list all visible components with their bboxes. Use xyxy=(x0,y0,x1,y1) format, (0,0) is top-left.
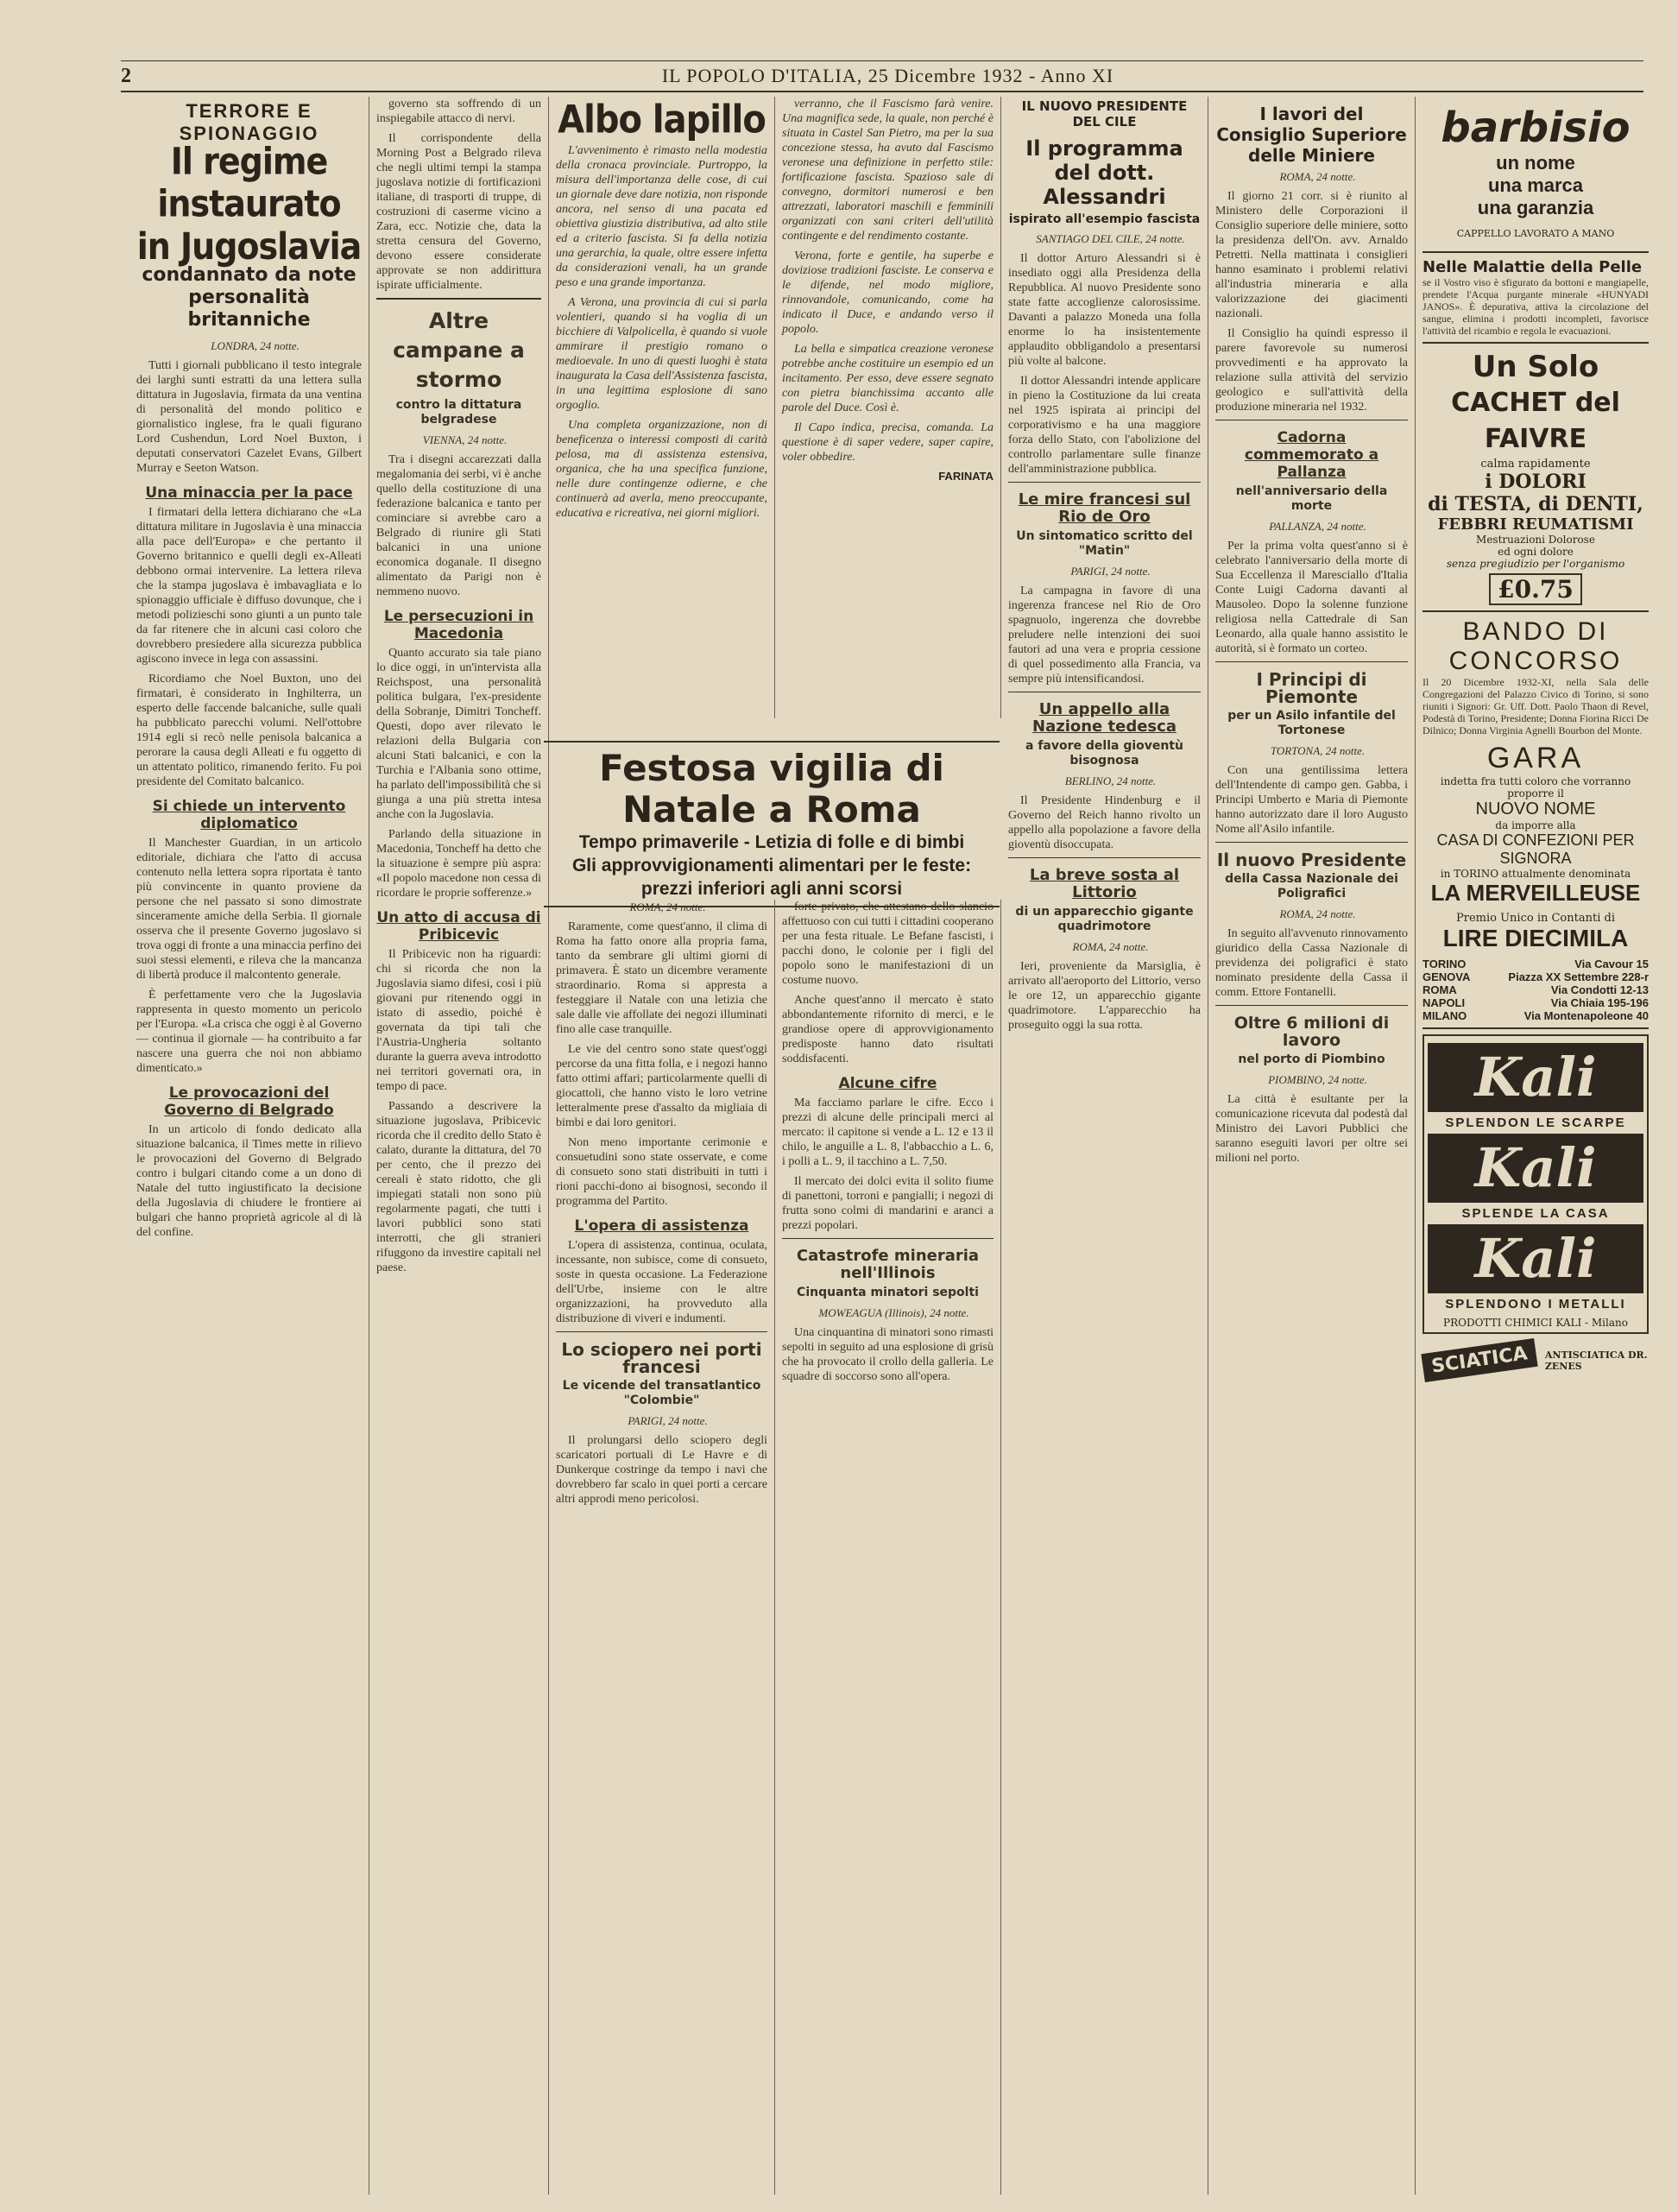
kicker-cile: IL NUOVO PRESIDENTE DEL CILE xyxy=(1021,98,1188,130)
ad-text: FEBBRI REUMATISMI xyxy=(1437,515,1634,534)
city-name: ROMA xyxy=(1423,983,1457,996)
dateline-pallanza: PALLANZA, 24 notte. xyxy=(1269,520,1366,533)
subhead-jugoslavia: condannato da note personalità britanniche xyxy=(142,264,356,331)
section-subheading: Le vicende del transatlantico "Colombie" xyxy=(562,1379,761,1407)
ad-text: Premio Unico in Contanti di xyxy=(1456,912,1615,925)
banner-natale xyxy=(544,736,1000,913)
sciatica-logo: SCIATICA xyxy=(1421,1338,1537,1382)
city-row xyxy=(1423,983,1649,996)
kali-logo: Kali xyxy=(1428,1043,1643,1112)
paragraph: Con una gentilissima lettera dell'Intendente di campo gen. Gabba, i Principi Umberto e Maria di Piemonte hanno autorizzato dare il loro Augusto Nome all'Asilo infantile. xyxy=(1215,764,1408,836)
dateline-tortona: TORTONA, 24 notte. xyxy=(1270,744,1366,757)
ad-text: SPLENDE LA CASA xyxy=(1461,1206,1610,1221)
paragraph: Tutti i giornali pubblicano il testo integrale dei larghi sunti estratti da una lettera sulla dittatura in Jugoslavia, firmata da una ventina di personalità del mondo politico e giornalistico inglese, fra le quali figurano Lord Cushendun, Lord Noel Buxton, i deputati conservatori Cazelet Evans, Gilbert Murray e Seeton Watson. xyxy=(136,359,362,475)
ad-concorso xyxy=(1423,617,1649,1022)
ad-text: BANDO DI CONCORSO xyxy=(1448,617,1623,675)
section-heading: Una minaccia per la pace xyxy=(145,484,353,502)
page-number: 2 xyxy=(121,64,132,87)
paragraph: Verona, forte e gentile, ha superbe e doviziose tradizioni fasciste. Le conserva e le difende, nel modo migliore, rinnovandole, comunicando, come ha indicato il Duce, e andando verso il popolo. xyxy=(782,250,994,336)
paragraph: Il Manchester Guardian, in un articolo editoriale, dichiara che l'atto di accusa contenuto nella lettera sopra riportata è tanto più convincente in quanto proviene da persone che nel passato si sono dimostrate sinceramente amiche della Serbia. Il giornale osserva che il presente Governo jugoslavo si trova oggi di fronte a una minaccia perfino dei suoi stessi elementi, e rileva che la mancanza di libertà produce il malcontento generale. xyxy=(136,837,362,982)
paragraph: Il corrispondente della Morning Post a Belgrado rileva che negli ultimi tempi la stampa jugoslava notizie di fortificazioni italiane, di trasporti di truppe, di costruzioni di caserme vicino a Zara, ecc. Notizie che, data la stretta censura del Governo, devono essere considerate approvate se non addirittura ispirate ufficialmente. xyxy=(376,132,541,292)
section-subheading: Cinquanta minatori sepolti xyxy=(797,1286,979,1299)
paragraph: Tra i disegni accarezzati dalla megalomania dei serbi, vi è anche quello della costituzione di una federazione balcanica e tanto per cominciare si avrebbe caro a Belgrado di riunire gli Stati balcanici in una unione economica doganale. Il disegno alimentato da Parigi non è nemmeno nuovo. xyxy=(376,453,541,598)
section-heading: Le persecuzioni in Macedonia xyxy=(383,608,534,642)
paragraph: L'avvenimento è rimasto nella modestia della cronaca provinciale. Purtroppo, la misura dell'importanza delle cose, di cui un giornale deve dare notizia, non risponde ancora, nel senso di una pacata ed obiettiva giustizia distributiva, ad alto stile ed a criterio fascista. Si fa della notizia una gerarchia, la quale, oltre essere infetta da considerazioni venali, ha un grande peso e una grande importanza. xyxy=(556,144,767,289)
section-subheading: nel porto di Piombino xyxy=(1238,1052,1385,1066)
paragraph: È perfettamente vero che la Jugoslavia rappresenta in questo momento un pericolo per l'Europa. «La crisca che oggi è al Governo — continua il giornale — ha contribuito a far nascere una guerra che noi non abbiamo dimenticato.» xyxy=(136,989,362,1075)
paragraph: Le vie del centro sono state quest'oggi percorse da una fitta folla, e i negozi hanno fatto ottimi affari; particolarmente quelli di giocattoli, che hanno visto le loro vetrine letteralmente prese d'assalto da migliaia di bimbi e dai loro genitori. xyxy=(556,1043,767,1129)
section-heading: Le provocazioni del Governo di Belgrado xyxy=(164,1084,334,1119)
dateline-londra: LONDRA, 24 notte. xyxy=(211,339,300,352)
section-heading: L'opera di assistenza xyxy=(574,1217,749,1235)
ad-text: di TESTA, di DENTI, xyxy=(1428,493,1643,515)
section-heading: Alcune cifre xyxy=(838,1075,937,1092)
paragraph: In seguito all'avvenuto rinnovamento giuridico della Cassa Nazionale di previdenza dei poligrafici è stato nominato presidente della Cassa il comm. Ettore Fontanelli. xyxy=(1215,927,1408,999)
ad-text: Un Solo xyxy=(1472,350,1599,384)
paragraph: A Verona, una provincia di cui si parla volentieri, quando si ha voglia di un bicchiere di Valpolicella, è quando si vuole ammirare il prestigio romano o medioevale. In uno di questi luoghi è stata inaugurata la Casa dell'Assistenza fascista, in una legittima esplosione di sano orgoglio. xyxy=(556,296,767,412)
city-row xyxy=(1423,1009,1649,1022)
section-subheading: della Cassa Nazionale dei Poligrafici xyxy=(1225,872,1398,901)
paragraph: Il Presidente Hindenburg e il Governo del Reich hanno rivolto un appello alla popolazione a favore della gioventù disoccupata. xyxy=(1008,794,1201,851)
headline-jugoslavia: Il regime instaurato in Jugoslavia xyxy=(136,140,362,268)
ad-text: CACHET del FAIVRE xyxy=(1451,388,1620,454)
ad-text: Mestruazioni Dolorose xyxy=(1476,534,1595,546)
ad-pelle-title: Nelle Malattie della Pelle xyxy=(1423,258,1643,276)
paragraph: Ieri, proveniente da Marsiglia, è arrivato all'aeroporto del Littorio, verso le ore 12, un apparecchio gigante quadrimotore. L'apparecchio ha proseguito oggi la sua rotta. xyxy=(1008,960,1201,1032)
dateline-roma: ROMA, 24 notte. xyxy=(629,901,706,913)
section-heading: Catastrofe mineraria nell'Illinois xyxy=(796,1247,980,1282)
ad-text: LIRE DIECIMILA xyxy=(1442,925,1629,951)
section-heading: Un atto di accusa di Pribicevic xyxy=(376,909,541,944)
paragraph: Una cinquantina di minatori sono rimasti sepolti in seguito ad una esplosione di grisù che ha provocato il crollo della galleria. Le squadre di soccorso sono all'opera. xyxy=(782,1326,994,1383)
ad-cachet xyxy=(1423,349,1649,605)
headline-miniere: I lavori del Consiglio Superiore delle Miniere xyxy=(1216,104,1407,166)
paragraph: Passando a descrivere la situazione jugoslava, Pribicevic ricorda che il credito dello Stato è calato, durante la dittatura, del 70 per cento, che il prezzo dei cereali è stato ridotto, che gli impiegati statali non sono più regolarmente pagati, che tutti i lavori pubblici sono stati interrotti, che gli stranieri rifuggono da investire capitali nel paese. xyxy=(376,1100,541,1274)
city-address: Via Montenapoleone 40 xyxy=(1523,1009,1649,1022)
ad-text: CAPPELLO LAVORATO A MANO xyxy=(1456,228,1615,239)
section-subheading: Un sintomatico scritto del "Matin" xyxy=(1016,529,1193,558)
headline-natale: Festosa vigilia di Natale a Roma xyxy=(599,747,944,831)
column-3 xyxy=(549,97,775,718)
ad-text: un nome xyxy=(1496,152,1575,174)
ad-text: CASA DI CONFEZIONI PER SIGNORA xyxy=(1436,831,1635,867)
ad-text: indetta fra tutti coloro che vorranno proporre il xyxy=(1440,775,1631,799)
paragraph: Non meno importante cerimonie e consuetudini sono state osservate, e come di consueto sono stati distribuiti in tutti i rioni pacchi-dono ai bisognosi, secondo il programma del Partito. xyxy=(556,1136,767,1208)
column-1 xyxy=(129,97,369,2195)
subhead-campane: contro la dittatura belgradese xyxy=(395,398,522,427)
ad-text: SPLENDON LE SCARPE xyxy=(1445,1115,1626,1130)
city-name: MILANO xyxy=(1423,1009,1467,1022)
headline-alessandri: Il programma del dott. Alessandri xyxy=(1025,136,1183,209)
dateline-parigi: PARIGI, 24 notte. xyxy=(628,1414,708,1427)
paragraph: Il Pribicevic non ha riguardi: chi si ricorda che non la Jugoslavia siamo difesi, così i più giovani pur ritenendo oggi in istato di assedio, poiché è governata da tipi tali che l'Austria-Ungheria soltanto durante la guerra aveva introdotto nei territori governati ora, in tempo di pace. xyxy=(376,948,541,1093)
deck-line: Tempo primaverile - Letizia di folle e di bimbi xyxy=(578,832,965,852)
ad-text: i DOLORI xyxy=(1485,471,1587,493)
ad-text: senza pregiudizio per l'organismo xyxy=(1446,558,1625,570)
section-heading: Lo sciopero nei porti francesi xyxy=(561,1339,762,1377)
section-heading: Le mire francesi sul Rio de Oro xyxy=(1018,490,1191,526)
paragraph: verranno, che il Fascismo farà venire. Una magnifica sede, la quale, non perché è situata in Castel San Pietro, ma per la sua concezione stessa, ha avuto dal Fascismo veronese una definizione in perfetto stile: fortificazione fascista. Spazioso sale di convegno, dormitori numerosi e ben attrezzati, laboratori maschili e femminili organizzati con sani criteri dell'utilità contingente e del rendimento costante. xyxy=(782,98,994,243)
paragraph: Una completa organizzazione, non di beneficenza o interessi composti di carità pelosa, ma di assistenza estensiva, organica, che ha una specifica funzione, nelle dure contingenze odierne, e che continuerà ad averla, meno preoccupante, educativa e ricreativa, nei giorni migliori. xyxy=(556,419,767,520)
barbisio-logo: barbisio xyxy=(1441,104,1631,152)
ad-sciatica xyxy=(1423,1343,1649,1378)
dateline-berlino: BERLINO, 24 notte. xyxy=(1064,774,1157,787)
city-name: TORINO xyxy=(1423,957,1467,970)
dateline-parigi: PARIGI, 24 notte. xyxy=(1070,565,1151,578)
column-ads xyxy=(1416,97,1656,2195)
dateline-moweagua: MOWEAGUA (Illinois), 24 notte. xyxy=(818,1306,969,1319)
city-name: GENOVA xyxy=(1423,970,1471,983)
ad-text: ANTISCIATICA DR. ZENES xyxy=(1544,1349,1648,1372)
paragraph: La bella e simpatica creazione veronese potrebbe anche costituire un esempio ed un incitamento. Per esso, deve essere segnato con pietra bianchissima accanto alle parole del Duce. Così è. xyxy=(782,343,994,414)
section-subheading: di un apparecchio gigante quadrimotore xyxy=(1015,905,1194,933)
paragraph: Il giorno 21 corr. si è riunito al Ministero delle Corporazioni il Consiglio superiore delle miniere, sotto la presidenza dell'On. avv. Arnaldo Petretti. Nella mattinata i consiglieri hanno esaminato i problemi relativi all'industria mineraria e alla valorizzazione dei giacimenti nazionali. xyxy=(1215,190,1408,320)
city-row xyxy=(1423,957,1649,970)
paragraph: Per la prima volta quest'anno si è celebrato l'anniversario della morte di Sua Eccellenza il Maresciallo d'Italia Conte Luigi Cadorna davanti al Mausoleo. Dopo la solenne funzione religiosa nella Cattedrale di San Leonardo, alla quale hanno assistito le autorità, si è formato un corteo. xyxy=(1215,540,1408,655)
paragraph: Parlando della situazione in Macedonia, Toncheff ha detto che la situazione è sempre più aspra: «Il popolo macedone non cessa di ricordare le proprie sofferenze.» xyxy=(376,828,541,900)
city-address: Via Cavour 15 xyxy=(1574,957,1649,970)
city-row xyxy=(1423,996,1649,1009)
column-6 xyxy=(1208,97,1416,2195)
paragraph: L'opera di assistenza, continua, oculata, incessante, non subisce, come di consueto, soste in questa occasione. La Federazione dell'Urbe, insieme con le altre organizzazioni, ha provveduto alla distribuzione di viveri e indumenti. xyxy=(556,1239,767,1325)
paragraph: In un articolo di fondo dedicato alla situazione balcanica, il Times mette in rilievo le provocazioni del Governo di Belgrado contro i bulgari citando come a un dono di Natale del tutto ingiustificato la decisione della Jugoslavia di chiudere le frontiere ai bulgari che hanno proprietà agricole al di là del confine. xyxy=(136,1123,362,1239)
paragraph: Il mercato dei dolci evita il solito fiume di panettoni, torroni e pangialli; i negozi di frutta sono colmi di mandarini e aranci a prezzi popolari. xyxy=(782,1175,994,1232)
paragraph: Ricordiamo che Noel Buxton, uno dei firmatari, è considerato in Inghilterra, un esperto delle faccende balcaniche, sulle quali ha pubblicato parecchi volumi. Nell'ottobre 1914 egli si recò nelle penisola balcanica a perorare la causa degli Alleati e fu oggetto di un attentato politico, rimanendo ferito. Fu poi presidente del Comitato balcanico. xyxy=(136,673,362,788)
paragraph: Quanto accurato sia tale piano lo dice oggi, in un'intervista alla Reichspost, una personalità politica bulgara, l'ex-presidente della Sobranje, Dimitri Toncheff. Questi, dopo aver rilevato le relazioni della Bulgaria con alcuni Stati balcanici, e con la Turchia e l'Albania sono ottime, ha parlato dell'impossibilità che si giunga a una più stretta intesa anche con la Jugoslavia. xyxy=(376,647,541,821)
paragraph: I firmatari della lettera dichiarano che «La dittatura militare in Jugoslavia è una minaccia alla pace dell'Europa» e che pertanto il Governo britannico e quelli degli ex-Alleati debbono ormai intervenire. La lettera rileva che la stampa jugoslava è imbavagliata e lo spionaggio ufficiale è diffuso dovunque, che i metodi polizieschi sono giunti a un punto tale da far ritenere che in alcuni casi coloro che dovrebbero presiedere alla sicurezza pubblica agiscono invece in lega con assassini. xyxy=(136,506,362,666)
ad-text: ed ogni dolore xyxy=(1498,546,1574,558)
section-heading: Un appello alla Nazione tedesca xyxy=(1032,700,1176,736)
dateline-roma: ROMA, 24 notte. xyxy=(1279,907,1356,920)
dateline-roma: ROMA, 24 notte. xyxy=(1279,170,1356,183)
column-5 xyxy=(1001,97,1208,2195)
dateline-santiago: SANTIAGO DEL CILE, 24 notte. xyxy=(1036,232,1185,245)
deck-line: Gli approvvigionamenti alimentari per le feste: xyxy=(571,856,972,875)
signature: FARINATA xyxy=(938,470,994,483)
ad-text: PRODOTTI CHIMICI KALI - Milano xyxy=(1443,1317,1628,1329)
ad-kali xyxy=(1423,1034,1649,1334)
city-name: NAPOLI xyxy=(1423,996,1466,1009)
paragraph: Il dottor Alessandri intende applicare in pieno la Costituzione da lui creata nel 1925 ispirata ai principi del corporativismo e ha una maggiore forza dello Stato, con l'abolizione del controllo parlamentare sulle finanze dell'amministrazione pubblica. xyxy=(1008,375,1201,476)
paragraph: Anche quest'anno il mercato è stato abbondantemente rifornito di merci, e le grandiose opere di approvvigionamento predisposte hanno dato risultati soddisfacenti. xyxy=(782,994,994,1065)
ad-text: NUOVO NOME xyxy=(1475,799,1596,818)
paragraph: Il Capo indica, precisa, comanda. La questione è di saper vedere, saper capire, voler obbedire. xyxy=(782,421,994,464)
paragraph: Il prolungarsi dello sciopero degli scaricatori portuali di Le Havre e di Dunkerque costringe da tempo i navi che dovrebbero far scalo in quei porti a cercare altri approdi meno pericolosi. xyxy=(556,1434,767,1506)
kali-logo: Kali xyxy=(1428,1224,1643,1293)
headline-albo-lapillo: Albo lapillo xyxy=(558,98,766,142)
masthead-title: IL POPOLO D'ITALIA, 25 Dicembre 1932 - Anno XI xyxy=(661,65,1114,86)
subhead-alessandri: ispirato all'esempio fascista xyxy=(1008,212,1201,226)
ad-text: in TORINO attualmente denominata xyxy=(1440,868,1631,880)
section-heading: Cadorna commemorato a Pallanza xyxy=(1244,429,1379,481)
paragraph: governo sta soffrendo di un inspiegabile attacco di nervi. xyxy=(376,98,541,125)
column-2 xyxy=(369,97,549,2195)
paragraph: Il dottor Arturo Alessandri si è insediato oggi alla Presidenza della Repubblica. Al nuovo Presidente sono state fatte accoglienze calorosissime. Davanti a palazzo Moneda una folla enorme lo ha insistentemente applaudito obbligandolo a presentarsi più volte al balcone. xyxy=(1008,252,1201,368)
ad-city-list xyxy=(1423,957,1649,1022)
section-heading: Oltre 6 milioni di lavoro xyxy=(1233,1014,1390,1050)
column-4-lower xyxy=(775,900,1001,2195)
section-heading: I Principi di Piemonte xyxy=(1256,669,1367,707)
headline-campane: Altre campane a stormo xyxy=(393,308,525,392)
section-subheading: per un Asilo infantile del Tortonese xyxy=(1227,709,1396,737)
ad-text: una marca xyxy=(1487,174,1584,196)
kicker-terrore: TERRORE E SPIONAGGIO xyxy=(179,100,319,144)
column-3-lower xyxy=(549,900,775,2195)
ad-barbisio xyxy=(1423,97,1649,246)
section-subheading: a favore della gioventù bisognosa xyxy=(1025,739,1183,768)
ad-text: Il 20 Dicembre 1932-XI, nella Sala delle Congregazioni del Palazzo Civico di Torino, si sono riuniti i Signori: Gr. Uff. Dott. Paolo Thaon di Revel, Podestà di Torino, Presidente; Donna Fiorina Ricci De Dilnico; Donna Virginia Agnelli Bourbon del Monte. xyxy=(1423,676,1649,736)
paragraph: Raramente, come quest'anno, il clima di Roma ha fatto onore alla propria fama, tanto da sembrare gli ultimi giorni di primavera. È stato un dicembre veramente straordinario. Roma si appresta a festeggiare il Natale con una letizia che sale dalle vie affollate dei negozi illuminati fino alle case tranquille. xyxy=(556,920,767,1036)
section-heading: Si chiede un intervento diplomatico xyxy=(152,798,346,832)
paragraph: La campagna in favore di una ingerenza francese nel Rio de Oro spagnuolo, ingerenza che dovrebbe preludere nelle intenzioni dei suoi fautori ad una vera e propria cessione di quel possedimento alla Francia, va sempre più intensificandosi. xyxy=(1008,585,1201,686)
dateline-roma: ROMA, 24 notte. xyxy=(1072,940,1149,953)
paragraph: forte privato, che attestano dello slancio affettuoso con cui tutti i cittadini cooperano per una festa rituale. Le Befane fascisti, i pacchi dono, le colonie per i figli del popolo sono le manifestazioni di un costume nuovo. xyxy=(782,901,994,987)
column-4 xyxy=(775,97,1001,718)
cachet-price: £0.75 xyxy=(1489,573,1582,605)
deck-line: prezzi inferiori agli anni scorsi xyxy=(640,879,903,899)
paragraph: Ma facciamo parlare le cifre. Ecco i prezzi di alcune delle principali merci al mercato: il capitone si vende a L. 12 e 13 il chilo, le anguille a L. 8, l'abbacchio a L. 6, i polli a L. 9, il tacchino a L. 7,50. xyxy=(782,1097,994,1168)
ad-text: una garanzia xyxy=(1477,197,1594,218)
ad-text: GARA xyxy=(1486,742,1585,774)
ad-text: LA MERVEILLEUSE xyxy=(1430,880,1641,906)
city-row xyxy=(1423,970,1649,983)
city-address: Piazza XX Settembre 228-r xyxy=(1508,970,1649,983)
ad-text: SPLENDONO I METALLI xyxy=(1445,1297,1626,1311)
ad-text: calma rapidamente xyxy=(1480,458,1591,471)
masthead xyxy=(121,60,1643,92)
kali-logo: Kali xyxy=(1428,1134,1643,1203)
dateline-vienna: VIENNA, 24 notte. xyxy=(422,433,508,446)
dateline-piombino: PIOMBINO, 24 notte. xyxy=(1268,1073,1367,1086)
paragraph: Il Consiglio ha quindi espresso il parere favorevole su numerosi provvedimenti e ha approvato la relazione sulla attività del servizio geologico e sull'attività della produzione mineraria nel 1932. xyxy=(1215,327,1408,414)
city-address: Via Condotti 12-13 xyxy=(1550,983,1649,996)
section-subheading: nell'anniversario della morte xyxy=(1235,484,1388,513)
ad-pelle-body: se il Vostro viso è sfigurato da bottoni e mangiapelle, prendete l'Acqua purgante minerale «HUNYADI JANOS». È depurativa, attiva la circolazione del sangue, elimina i prodotti incompleti, favorisce l'attività del ricambio e regola le evacuazioni. xyxy=(1423,276,1649,337)
section-heading: Il nuovo Presidente xyxy=(1216,850,1407,870)
section-heading: La breve sosta al Littorio xyxy=(1029,866,1180,901)
ad-text: da imporre alla xyxy=(1495,819,1576,831)
city-address: Via Chiaia 195-196 xyxy=(1550,996,1649,1009)
paragraph: La città è esultante per la comunicazione ricevuta dal podestà dal Ministro dei Lavori Pubblici che saranno eseguiti lavori per oltre sei milioni nel porto. xyxy=(1215,1093,1408,1165)
